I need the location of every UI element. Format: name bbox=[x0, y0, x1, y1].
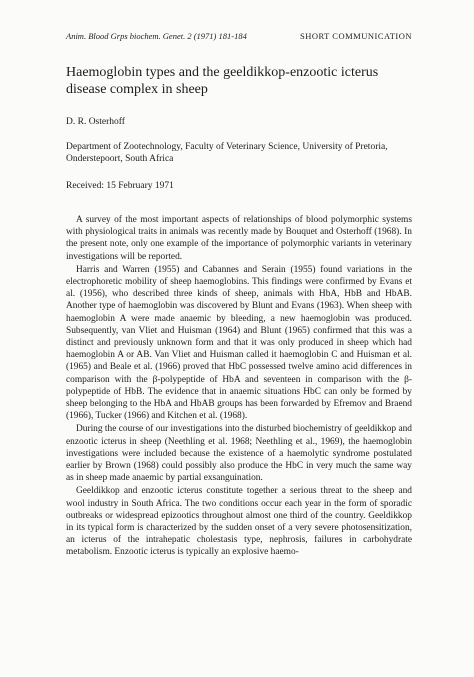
article-body bbox=[66, 214, 412, 559]
author-affiliation: Department of Zootechnology, Faculty of Veterinary Science, University of Pretoria, Onderstepoort, South Africa bbox=[66, 142, 388, 164]
body-paragraph-4: Geeldikkop and enzootic icterus constitute together a serious threat to the sheep and wool industry in South Africa. The two conditions occur each year in the form of sporadic outbreaks or widespread epizootics throughout almost one third of the country. Geeldikkop in its typical form is characterized by the sudden onset of a very severe photosensitization, an icterus of the intrahepatic cholestasis type, nephrosis, failures in carbohydrate metabolism. Enzootic icterus is typically an explosive haemo- bbox=[66, 486, 412, 558]
received-date: Received: 15 February 1971 bbox=[66, 181, 174, 191]
running-header bbox=[66, 31, 412, 41]
body-paragraph-3: During the course of our investigations into the disturbed biochemistry of geeldikkop and enzootic icterus in sheep (Neethling et al. 1968; Neethling et al., 1969), the haemoglobin investigations were included because the existence of a haemolytic syndrome postulated earlier by Brown (1968) could possibly also produce the HbC in very much the same way as in sheep made anaemic by partial exsanguination. bbox=[66, 424, 412, 484]
section-label: SHORT COMMUNICATION bbox=[299, 31, 412, 41]
author-name: D. R. Osterhoff bbox=[66, 117, 125, 127]
journal-reference: Anim. Blood Grps biochem. Genet. 2 (1971) 181-184 bbox=[66, 31, 247, 41]
body-paragraph-1: A survey of the most important aspects of relationships of blood polymorphic systems with physiological traits in animals was recently made by Bouquet and Osterhoff (1968). In the present note, only one example of the importance of polymorphic variants in veterinary investigations will be reported. bbox=[66, 215, 412, 262]
article-title: Haemoglobin types and the geeldikkop-enzootic icterus disease complex in sheep bbox=[66, 65, 379, 97]
body-paragraph-2: Harris and Warren (1955) and Cabannes and Serain (1955) found variations in the electrophoretic mobility of sheep haemoglobins. This findings were confirmed by Evans et al. (1956), who described three kinds of sheep, animals with HbA, HbB and HbAB. Another type of haemoglobin was discovered by Blunt and Evans (1963). When sheep with haemoglobin A were made anaemic by bleeding, a new haemoglobin was produced. Subsequently, van Vliet and Huisman (1964) and Blunt (1965) confirmed that this was a distinct and previously unknown form and that it was only produced in sheep which had haemoglobin A or AB. Van Vliet and Huisman called it haemoglobin C and Huisman et al. (1965) and Beale et al. (1966) proved that HbC possessed twelve amino acid differences in comparison with the β-polypeptide of HbA and seventeen in comparison with the β-polypeptide of HbB. The evidence that in anaemic situations HbC can only be formed by sheep belonging to the HbA and HbAB groups has been forwarded by Efremov and Braend (1966), Tucker (1966) and Kitchen et al. (1968). bbox=[66, 264, 412, 422]
